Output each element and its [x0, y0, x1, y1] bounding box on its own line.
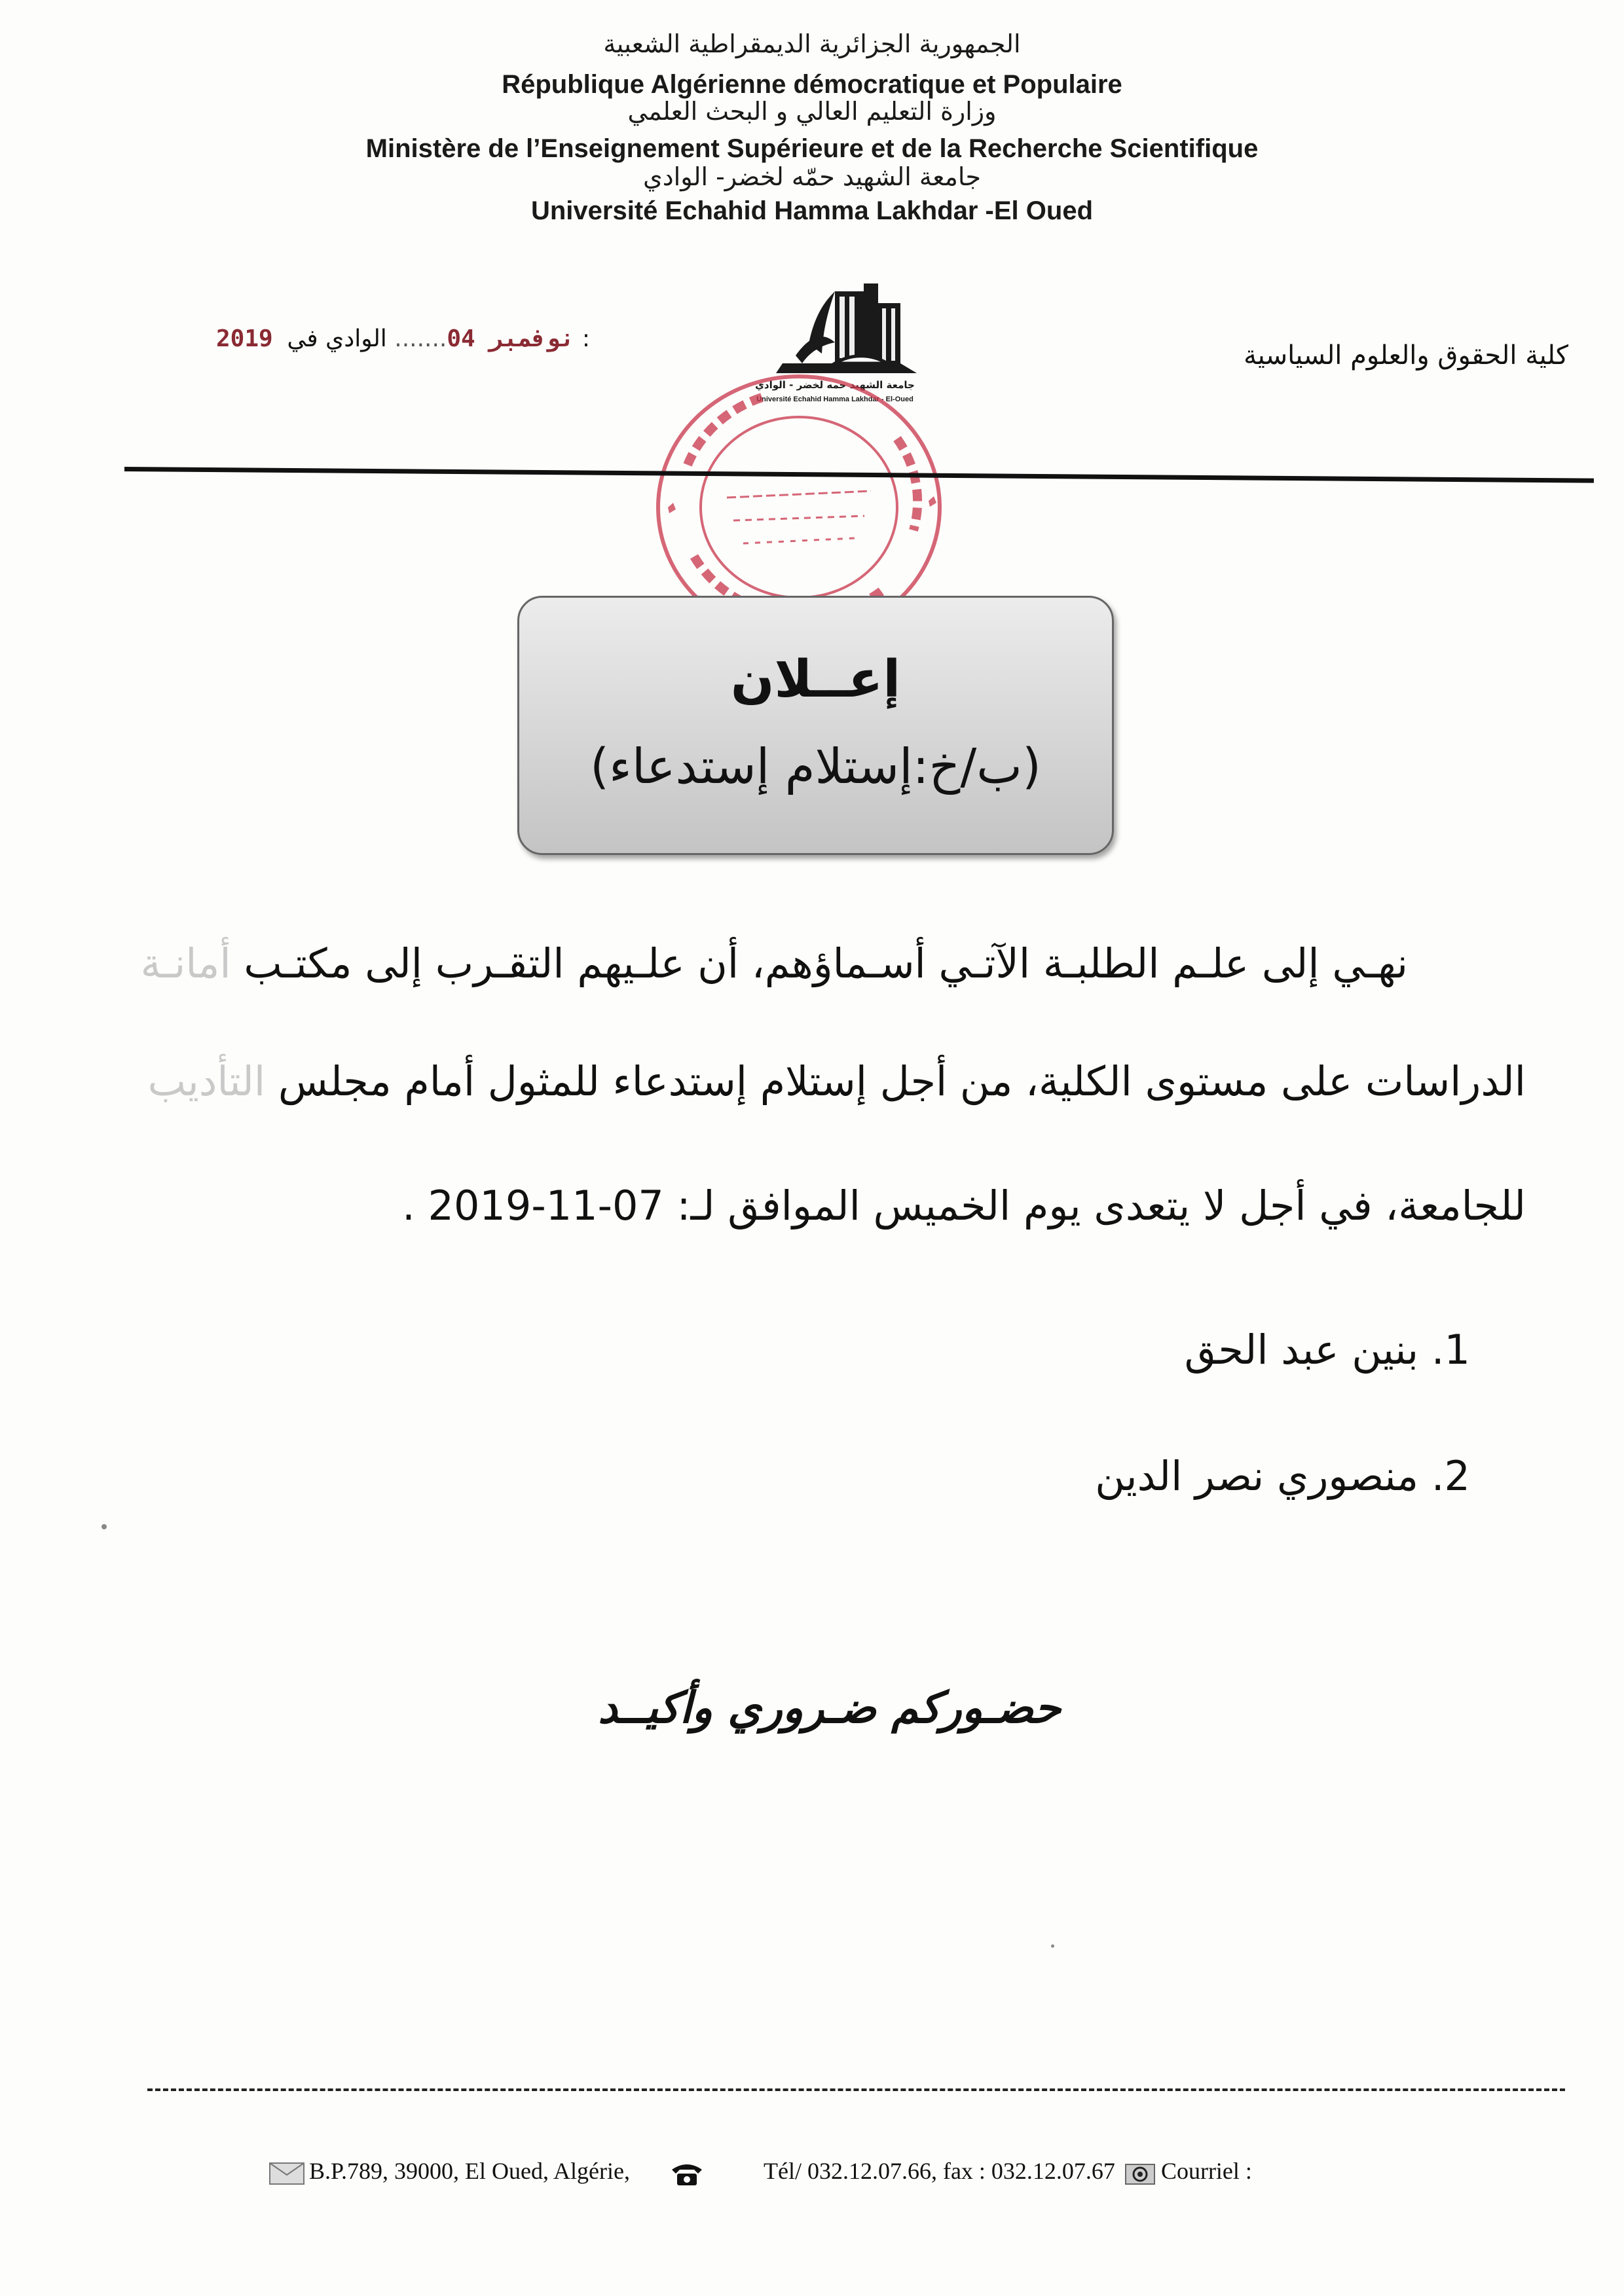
republic-fr: République Algérienne démocratique et Populaire — [502, 70, 1122, 99]
closing-note: حضـوركم ضـروري وأكيــد — [598, 1683, 1061, 1733]
body-line-1-text: نهـي إلى علـم الطلبـة الآتـي أسـماؤهم، أن علـيهم التقـرب إلى مكتـب — [244, 939, 1408, 987]
body-line-3: للجامعة، في أجل لا يتعدى يوم الخميس الموافق لـ: 07-11-2019 . — [402, 1182, 1526, 1230]
mail-icon — [268, 2162, 305, 2185]
body-line-1 — [141, 939, 1408, 987]
body-line-2-text: الدراسات على مستوى الكلية، من أجل إستلام إستدعاء للمثول أمام مجلس — [278, 1057, 1526, 1105]
footer-rule — [147, 2088, 1565, 2091]
email-icon — [1124, 2160, 1156, 2187]
place-date: 2019 نوفمبر 04....... الوادي في : — [216, 325, 591, 352]
footer-address: B.P.789, 39000, El Oued, Algérie, — [309, 2158, 630, 2184]
title-box — [517, 596, 1114, 855]
faculty-name: كلية الحقوق والعلوم السياسية — [1244, 340, 1568, 371]
announcement-subtitle: (ب/خ:إستلام إستدعاء) — [590, 738, 1041, 795]
university-fr: Université Echahid Hamma Lakhdar -El Oued — [530, 196, 1094, 225]
body-line-2 — [148, 1057, 1526, 1105]
phone-icon — [669, 2160, 705, 2187]
body-line-1-faded: أمانـة — [140, 939, 231, 987]
place-label: الوادي في : — [287, 325, 591, 352]
footer — [268, 2157, 1252, 2187]
scan-speck — [1051, 1944, 1054, 1948]
announcement-title: إعــلان — [730, 650, 901, 709]
footer-phone-fax: Tél/ 032.12.07.66, fax : 032.12.07.67 — [763, 2158, 1115, 2184]
date-stamp: 2019 نوفمبر 04 — [216, 325, 575, 352]
logo-name-fr: Université Echahid Hamma Lakhdar - El-Oued — [756, 395, 913, 403]
republic-ar: الجمهورية الجزائرية الديمقراطية الشعبية — [603, 29, 1021, 58]
ministry-fr: Ministère de l’Enseignement Supérieure et de la Recherche Scientifique — [365, 134, 1259, 163]
university-ar: جامعة الشهيد حمّه لخضر- الوادي — [643, 162, 981, 191]
student-item: 1. بنين عبد الحق — [1184, 1326, 1470, 1374]
body-line-2-faded: التأديب — [147, 1057, 266, 1105]
ministry-ar: وزارة التعليم العالي و البحث العلمي — [627, 97, 997, 126]
scan-speck — [101, 1524, 107, 1529]
student-item: 2. منصوري نصر الدين — [1095, 1452, 1470, 1500]
logo-name-ar: جامعة الشهيد حمه لخضر - الوادي — [755, 379, 915, 391]
footer-email-label: Courriel : — [1160, 2158, 1252, 2184]
